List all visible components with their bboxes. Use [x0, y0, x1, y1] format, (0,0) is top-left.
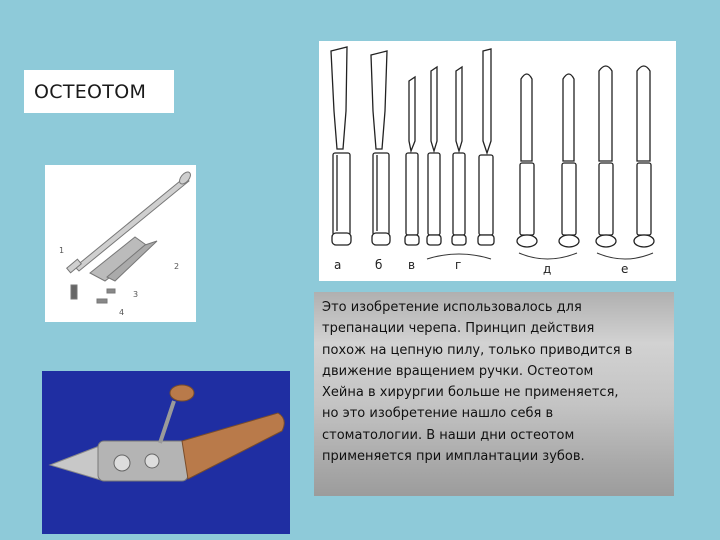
osteotome-chisels-illustration — [319, 41, 676, 281]
chisels-drawing — [319, 41, 676, 281]
chisel-label-e: е — [621, 262, 629, 276]
osteotome-photo-drawing — [42, 371, 290, 534]
chisel-label-a: а — [334, 258, 342, 272]
callout-1: 1 — [59, 246, 65, 255]
description-line: трепанации черепа. Принцип действия — [322, 321, 595, 337]
description-line: Это изобретение использовалось для — [322, 300, 582, 315]
instrument-drawing — [45, 165, 196, 322]
callout-2: 2 — [174, 262, 180, 271]
description-line: движение вращением ручки. Остеотом — [322, 363, 594, 379]
slide-title: ОСТЕОТОМ — [34, 80, 147, 103]
chisel-label-v: в — [408, 258, 416, 272]
callout-3: 3 — [133, 290, 139, 299]
description-line: Хейна в хирургии больше не применяется, — [322, 385, 619, 401]
callout-4: 4 — [119, 308, 125, 317]
description-line: применяется при имплантации зубов. — [322, 449, 585, 465]
heine-osteotome-photo — [42, 371, 290, 534]
description-line: похож на цепную пилу, только приводится в — [322, 342, 633, 358]
chisel-label-g: г — [455, 258, 462, 272]
description-line: стоматологии. В наши дни остеотом — [322, 427, 575, 443]
chisel-label-b: б — [375, 258, 383, 272]
instrument-parts-diagram — [45, 165, 196, 322]
description-line: но это изобретение нашло себя в — [322, 406, 554, 422]
description-text-box — [314, 292, 674, 496]
slide-title-box — [24, 70, 174, 113]
chisel-label-d: д — [543, 262, 552, 276]
